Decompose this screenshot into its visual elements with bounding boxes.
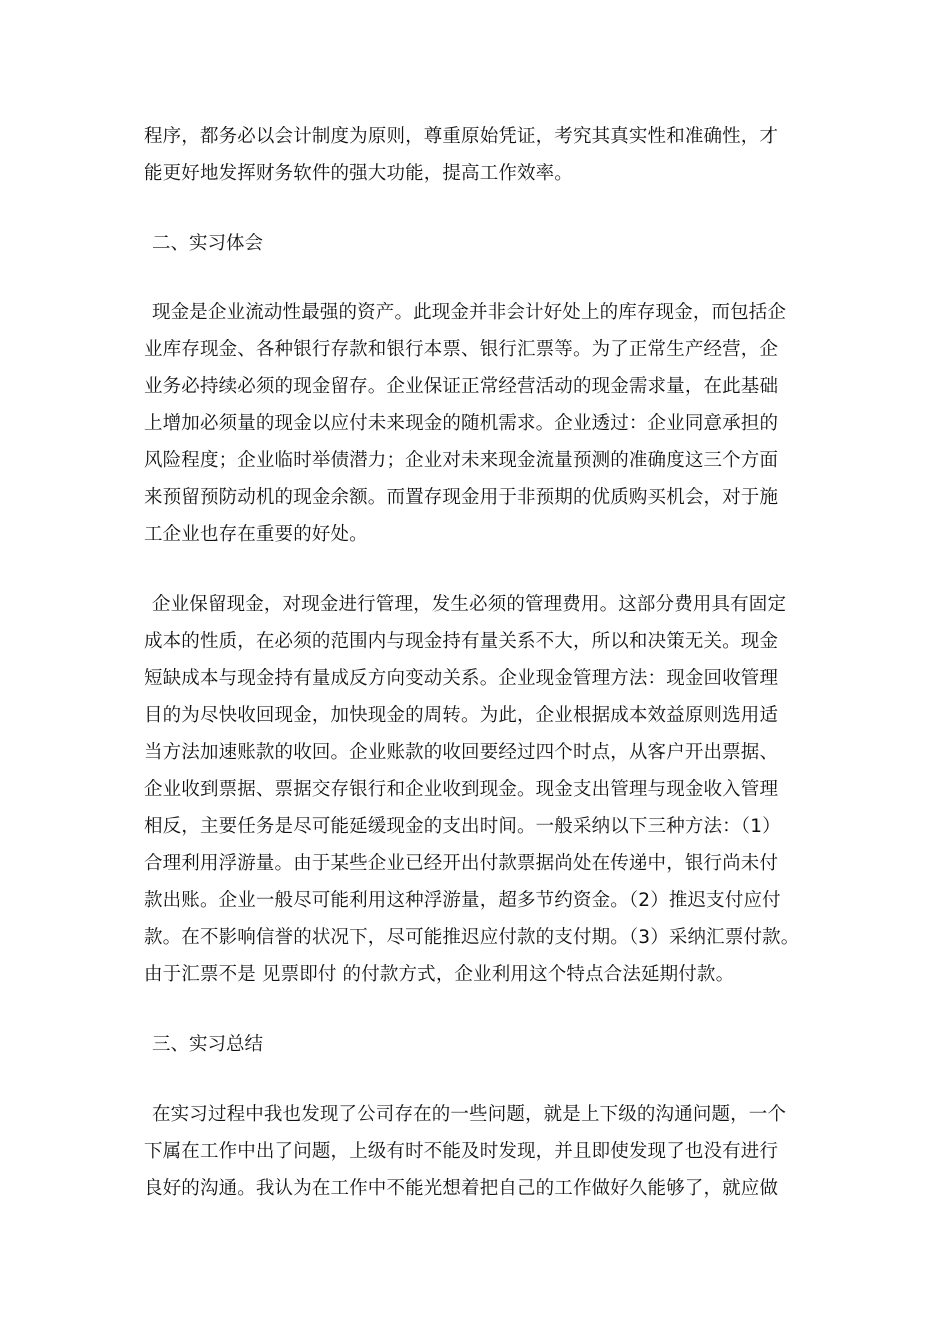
paragraph-line: 业库存现金、各种银行存款和银行本票、银行汇票等。为了正常生产经营，企 [144,339,779,360]
paragraph-line: 良好的沟通。我认为在工作中不能光想着把自己的工作做好久能够了，就应做 [144,1178,779,1199]
paragraph-line: 程序，都务必以会计制度为原则，尊重原始凭证，考究其真实性和准确性，才 [144,126,779,147]
paragraph-line: 风险程度；企业临时举债潜力；企业对未来现金流量预测的准确度这三个方面 [144,450,779,471]
paragraph-line: 当方法加速账款的收回。企业账款的收回要经过四个时点，从客户开出票据、 [144,742,779,763]
paragraph-line: 工企业也存在重要的好处。 [144,524,368,545]
paragraph-line: 企业收到票据、票据交存银行和企业收到现金。现金支出管理与现金收入管理 [144,779,779,800]
paragraph-line: 来预留预防动机的现金余额。而置存现金用于非预期的优质购买机会，对于施 [144,487,779,508]
paragraph-line: 相反，主要任务是尽可能延缓现金的支出时间。一般采纳以下三种方法：（1） [144,816,781,837]
paragraph-line: 由于汇票不是 见票即付 的付款方式，企业利用这个特点合法延期付款。 [144,964,735,985]
paragraph-line: 在实习过程中我也发现了公司存在的一些问题，就是上下级的沟通问题，一个 [152,1104,787,1125]
section-heading-experience: 二、实习体会 [152,233,264,254]
paragraph-line: 现金是企业流动性最强的资产。此现金并非会计好处上的库存现金，而包括企 [152,302,787,323]
paragraph-line: 短缺成本与现金持有量成反方向变动关系。企业现金管理方法：现金回收管理 [144,668,779,689]
paragraph-line: 合理利用浮游量。由于某些企业已经开出付款票据尚处在传递中，银行尚未付 [144,853,779,874]
paragraph-line: 企业保留现金，对现金进行管理，发生必须的管理费用。这部分费用具有固定 [152,594,787,615]
paragraph-line: 下属在工作中出了问题，上级有时不能及时发现，并且即使发现了也没有进行 [144,1141,779,1162]
section-heading-summary: 三、实习总结 [152,1034,264,1055]
paragraph-line: 目的为尽快收回现金，加快现金的周转。为此，企业根据成本效益原则选用适 [144,705,779,726]
paragraph-line: 成本的性质，在必须的范围内与现金持有量关系不大，所以和决策无关。现金 [144,631,779,652]
paragraph-line: 上增加必须量的现金以应付未来现金的随机需求。企业透过：企业同意承担的 [144,413,779,434]
paragraph-line: 款出账。企业一般尽可能利用这种浮游量，超多节约资金。（2）推迟支付应付 [144,890,781,911]
paragraph-line: 能更好地发挥财务软件的强大功能，提高工作效率。 [144,163,573,184]
paragraph-line: 业务必持续必须的现金留存。企业保证正常经营活动的现金需求量，在此基础 [144,376,779,397]
paragraph-line: 款。在不影响信誉的状况下，尽可能推迟应付款的支付期。（3）采纳汇票付款。 [144,927,800,948]
